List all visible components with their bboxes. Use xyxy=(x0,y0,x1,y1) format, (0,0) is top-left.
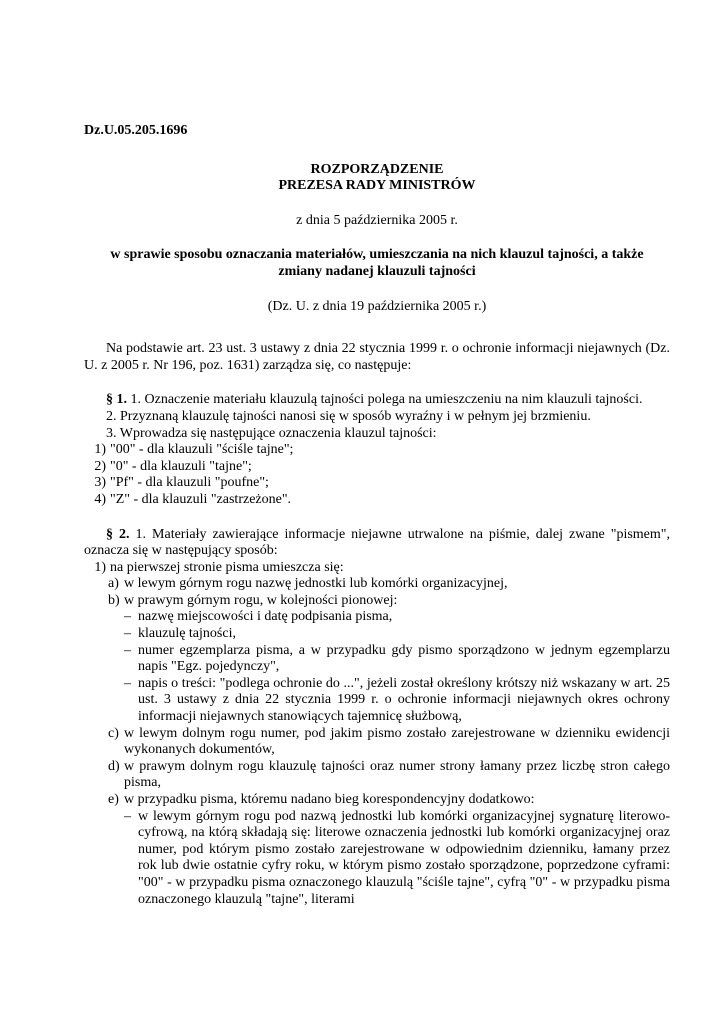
sub-item-letter: d) xyxy=(108,758,120,774)
dash-item xyxy=(84,809,670,909)
dash-symbol: – xyxy=(124,626,131,642)
list-item-number: 2) xyxy=(94,458,106,474)
list-item xyxy=(84,560,670,577)
dash-item-text: napis o treści: "podlega ochronie do ...", jeżeli został określony krótszy niż wskazany w art. 25 ust. 3 ustawy z dnia 22 stycznia 1999 r. o ochronie informacji niejawnych okres ochrony informacji niejawnych stanowiących tajemnicę służbową, xyxy=(138,675,670,725)
list-item xyxy=(84,442,670,459)
sub-item-d xyxy=(84,759,670,792)
section-2-p1-text: 1. Materiały zawierające informacje niejawne utrwalone na piśmie, dalej zwane "pismem", oznacza się w następujący sposób: xyxy=(84,526,671,559)
section-2-label: § 2. xyxy=(106,526,130,542)
sub-item-letter: b) xyxy=(108,592,120,608)
sub-item-a xyxy=(84,576,670,593)
section-1-paragraph-2: 2. Przyznaną klauzulę tajności nanosi się w sposób wyraźny i w pełnym jej brzmieniu. xyxy=(106,408,591,424)
section-1-p1-text: 1. Oznaczenie materiału klauzulą tajności polega na umieszczeniu na nim klauzuli tajności. xyxy=(130,392,643,408)
sub-item-letter: e) xyxy=(108,792,119,807)
sub-item-letter: c) xyxy=(108,725,119,741)
dash-symbol: – xyxy=(124,609,131,625)
list-item-text: "Z" - dla klauzuli "zastrzeżone". xyxy=(110,491,292,507)
list-item xyxy=(84,459,670,476)
sub-item-text: w prawym górnym rogu, w kolejności pionowej: xyxy=(124,592,398,608)
list-item-number: 1) xyxy=(94,442,106,458)
sub-item-c xyxy=(84,726,670,759)
document-subject-line1: w sprawie sposobu oznaczania materiałów, umieszczania na nich klauzul tajności, a także xyxy=(110,247,644,263)
sub-item-text: w lewym dolnym rogu numer, pod jakim pismo zostało zarejestrowane w dzienniku ewidencji wykonanych dokumentów, xyxy=(124,725,670,758)
section-1-paragraph-3: 3. Wprowadza się następujące oznaczenia klauzul tajności: xyxy=(106,425,437,441)
list-item-number: 3) xyxy=(94,475,106,491)
dash-item xyxy=(84,609,670,626)
dash-symbol: – xyxy=(124,675,131,691)
publication-info: (Dz. U. z dnia 19 października 2005 r.) xyxy=(267,298,487,314)
dash-item xyxy=(84,676,670,726)
section-2-paragraph-1 xyxy=(84,527,670,560)
document-date: z dnia 5 października 2005 r. xyxy=(296,212,458,228)
sub-item-e xyxy=(84,792,670,809)
list-item-number: 4) xyxy=(94,491,106,507)
document-reference: Dz.U.05.205.1696 xyxy=(84,123,188,138)
dash-symbol: – xyxy=(124,642,131,658)
dash-item xyxy=(84,626,670,643)
dash-symbol: – xyxy=(124,808,131,824)
sub-item-b xyxy=(84,593,670,610)
dash-item-text: nazwę miejscowości i datę podpisania pisma, xyxy=(138,609,393,625)
section-1-label: § 1. xyxy=(106,392,127,408)
section-1-paragraph-1 xyxy=(84,392,670,409)
preamble: Na podstawie art. 23 ust. 3 ustawy z dnia 22 stycznia 1999 r. o ochronie informacji niejawnych (Dz. U. z 2005 r. Nr 196, poz. 1631) zarządza się, co następuje: xyxy=(84,341,670,373)
sub-item-text: w lewym górnym rogu nazwę jednostki lub komórki organizacyjnej, xyxy=(124,576,508,592)
list-item-text: "00" - dla klauzuli "ściśle tajne"; xyxy=(110,442,294,458)
list-item xyxy=(84,492,670,509)
sub-item-text: w przypadku pisma, któremu nadano bieg korespondencyjny dodatkowo: xyxy=(124,792,535,807)
document-title-line2: PREZESA RADY MINISTRÓW xyxy=(278,178,476,194)
dash-item-text: klauzulę tajności, xyxy=(138,626,236,642)
dash-item-text: numer egzemplarza pisma, a w przypadku gdy pismo sporządzono w jednym egzemplarzu napis "Egz. pojedynczy", xyxy=(138,642,670,675)
dash-item xyxy=(84,643,670,676)
sub-item-letter: a) xyxy=(108,576,119,592)
dash-item-text: w lewym górnym rogu pod nazwą jednostki lub komórki organizacyjnej sygnaturę literowo-cyfrową, na którą składają się: literowe oznaczenia jednostki lub komórki organizacyjnej oraz numer, pod którym pismo zostało zarejestrowane w odpowiednim dzienniku, łamany przez rok lub dwie ostatnie cyfry roku, w którym pismo zostało sporządzone, poprzedzone cyframi: "00" - w przypadku pisma oznaczonego klauzulą "ściśle tajne", cyfrą "0" - w przypadku pisma oznaczonego klauzulą "tajne", literami xyxy=(138,808,670,907)
document-body xyxy=(84,123,670,908)
document-title-line1: ROZPORZĄDZENIE xyxy=(310,161,444,177)
list-item-number: 1) xyxy=(94,559,106,575)
list-item-text: "0" - dla klauzuli "tajne"; xyxy=(110,458,252,474)
sub-item-text: w prawym dolnym rogu klauzulę tajności oraz numer strony łamany przez liczbę stron całego pisma, xyxy=(124,758,670,791)
list-item-text: "Pf" - dla klauzuli "poufne"; xyxy=(110,475,269,491)
document-subject-line2: zmiany nadanej klauzuli tajności xyxy=(278,263,476,279)
list-item-text: na pierwszej stronie pisma umieszcza się: xyxy=(110,559,344,575)
list-item xyxy=(84,475,670,492)
